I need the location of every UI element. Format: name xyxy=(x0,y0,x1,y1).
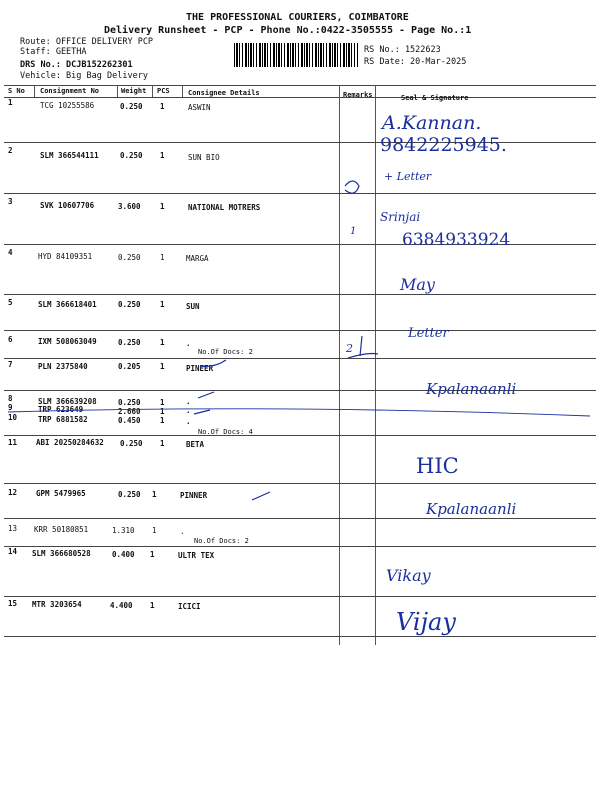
row-consignment: TCG 10255586 xyxy=(40,101,95,110)
row-consignee: ICICI xyxy=(178,602,201,611)
row-pcs: 1 xyxy=(160,300,165,309)
row-consignee: . xyxy=(180,527,185,536)
strike-line xyxy=(8,409,590,416)
row-sno: 12 xyxy=(8,488,18,497)
row-sno: 10 xyxy=(8,413,18,422)
row-consignee: PINNER xyxy=(180,491,208,500)
row-consignment: SVK 10607706 xyxy=(40,201,95,210)
row-pcs: 1 xyxy=(152,526,157,535)
row-consignee: . xyxy=(186,417,191,426)
col-seal-signature: Seal & Signature xyxy=(401,94,469,102)
doc-count: No.Of Docs: 2 xyxy=(194,537,249,545)
row-consignee: . xyxy=(186,339,191,348)
signature-row12: Kpalanaanli xyxy=(426,500,517,518)
signature-row14: Vikay xyxy=(386,566,431,585)
signature-row15: Vijay xyxy=(396,608,456,636)
row-consignment: ABI 20250284632 xyxy=(36,438,104,447)
signature-row4: May xyxy=(400,275,435,294)
route: Route: OFFICE DELIVERY PCP xyxy=(20,37,154,47)
vehicle: Vehicle: Big Bag Delivery xyxy=(20,71,148,81)
row-sno: 11 xyxy=(8,438,18,447)
row-consignment: SLM 366544111 xyxy=(40,151,99,160)
row-consignment: MTR 3203654 xyxy=(32,600,82,609)
row-consignment: IXM 508063049 xyxy=(38,337,97,346)
row-pcs: 1 xyxy=(160,416,165,425)
row-sno: 8 xyxy=(8,394,13,403)
company-title: THE PROFESSIONAL COURIERS, COIMBATORE xyxy=(186,12,409,23)
row-sno: 2 xyxy=(8,146,13,155)
row-consignee: . xyxy=(186,406,191,415)
row-pcs: 1 xyxy=(160,102,165,111)
row-pcs: 1 xyxy=(160,253,165,262)
row-weight: 2.660 xyxy=(118,407,141,416)
row-weight: 0.450 xyxy=(118,416,141,425)
pen-tick xyxy=(198,392,214,398)
pen-mark xyxy=(360,336,362,356)
row-pcs: 1 xyxy=(150,601,155,610)
col-consignment: Consignment No xyxy=(40,87,100,95)
staff: Staff: GEETHA xyxy=(20,47,87,57)
row-pcs: 1 xyxy=(152,490,157,499)
col-consignee: Consignee Details xyxy=(188,89,260,97)
row-weight: 0.250 xyxy=(118,398,141,407)
row-consignment: TRP 623649 xyxy=(38,405,84,414)
row-sno: 1 xyxy=(8,98,13,107)
pen-tick xyxy=(200,360,226,366)
signature-row7: Kpalanaanli xyxy=(426,380,517,398)
rs-date: RS Date: 20-Mar-2025 xyxy=(364,57,467,67)
row-consignee: SUN BIO xyxy=(188,153,220,162)
row-weight: 0.250 xyxy=(118,490,141,499)
row-consignee: BETA xyxy=(186,440,205,449)
row-consignee: ASWIN xyxy=(188,103,211,112)
signature-row6: Letter xyxy=(408,326,449,341)
row-sno: 13 xyxy=(8,524,18,533)
row-sno: 4 xyxy=(8,248,13,257)
row-consignment: SLM 366680528 xyxy=(32,549,91,558)
signature-row2: + Letter xyxy=(384,170,432,183)
row-consignment: KRR 50180851 xyxy=(34,525,89,534)
row-sno: 9 xyxy=(8,403,13,412)
row-weight: 0.250 xyxy=(120,151,143,160)
signature-row3-phone: 6384933924 xyxy=(402,230,511,250)
row-consignee: . xyxy=(186,397,191,406)
doc-count: No.Of Docs: 4 xyxy=(198,428,253,436)
signature-row1-name: A.Kannan. xyxy=(382,112,482,134)
row-consignee: MARGA xyxy=(186,254,209,263)
row-consignment: SLM 366639208 xyxy=(38,397,97,406)
row-pcs: 1 xyxy=(160,202,165,211)
remark-row3: 1 xyxy=(350,226,357,237)
row-consignee: PINEER xyxy=(186,364,214,373)
row-consignment: HYD 84109351 xyxy=(38,252,93,261)
row-weight: 0.250 xyxy=(120,102,143,111)
row-weight: 0.250 xyxy=(118,338,141,347)
row-pcs: 1 xyxy=(160,439,165,448)
row-sno: 15 xyxy=(8,599,18,608)
row-pcs: 1 xyxy=(160,407,165,416)
runsheet-title: Delivery Runsheet - PCP - Phone No.:0422-3505555 - Page No.:1 xyxy=(104,25,472,36)
row-sno: 6 xyxy=(8,335,13,344)
signature-row3-name: Srinjai xyxy=(380,210,421,224)
rs-number: RS No.: 1522623 xyxy=(364,45,441,55)
row-weight: 1.310 xyxy=(112,526,135,535)
row-pcs: 1 xyxy=(150,550,155,559)
row-consignee: NATIONAL MOTRERS xyxy=(188,203,261,212)
row-sno: 14 xyxy=(8,547,18,556)
row-weight: 0.250 xyxy=(118,300,141,309)
row-weight: 0.250 xyxy=(120,439,143,448)
row-consignee: SUN xyxy=(186,302,200,311)
col-remarks: Remarks xyxy=(343,91,373,99)
drs-number: DRS No.: DCJB152262301 xyxy=(20,60,133,70)
row-consignment: PLN 2375840 xyxy=(38,362,88,371)
pen-tick xyxy=(252,492,270,500)
pen-tick xyxy=(194,410,210,414)
row-sno: 5 xyxy=(8,298,13,307)
row-sno: 7 xyxy=(8,360,13,369)
doc-count: No.Of Docs: 2 xyxy=(198,348,253,356)
row-consignment: TRP 6881582 xyxy=(38,415,88,424)
row-weight: 0.400 xyxy=(112,550,135,559)
col-pcs: PCS xyxy=(157,87,170,95)
signature-row11: HIC xyxy=(416,454,459,478)
row-weight: 3.600 xyxy=(118,202,141,211)
row-weight: 0.250 xyxy=(118,253,141,262)
row-weight: 4.400 xyxy=(110,601,133,610)
col-sno: S No xyxy=(8,87,25,95)
row-consignee: ULTR TEX xyxy=(178,551,215,560)
row-weight: 0.205 xyxy=(118,362,141,371)
row-consignment: GPM 5479965 xyxy=(36,489,86,498)
signature-row1-phone: 9842225945. xyxy=(380,134,507,156)
col-weight: Weight xyxy=(121,87,147,95)
pen-mark xyxy=(345,181,359,193)
row-consignment: SLM 366618401 xyxy=(38,300,97,309)
row-pcs: 1 xyxy=(160,398,165,407)
row-pcs: 1 xyxy=(160,338,165,347)
row-sno: 3 xyxy=(8,197,13,206)
row-pcs: 1 xyxy=(160,151,165,160)
remark-row6: 2 xyxy=(346,342,353,355)
row-pcs: 1 xyxy=(160,362,165,371)
